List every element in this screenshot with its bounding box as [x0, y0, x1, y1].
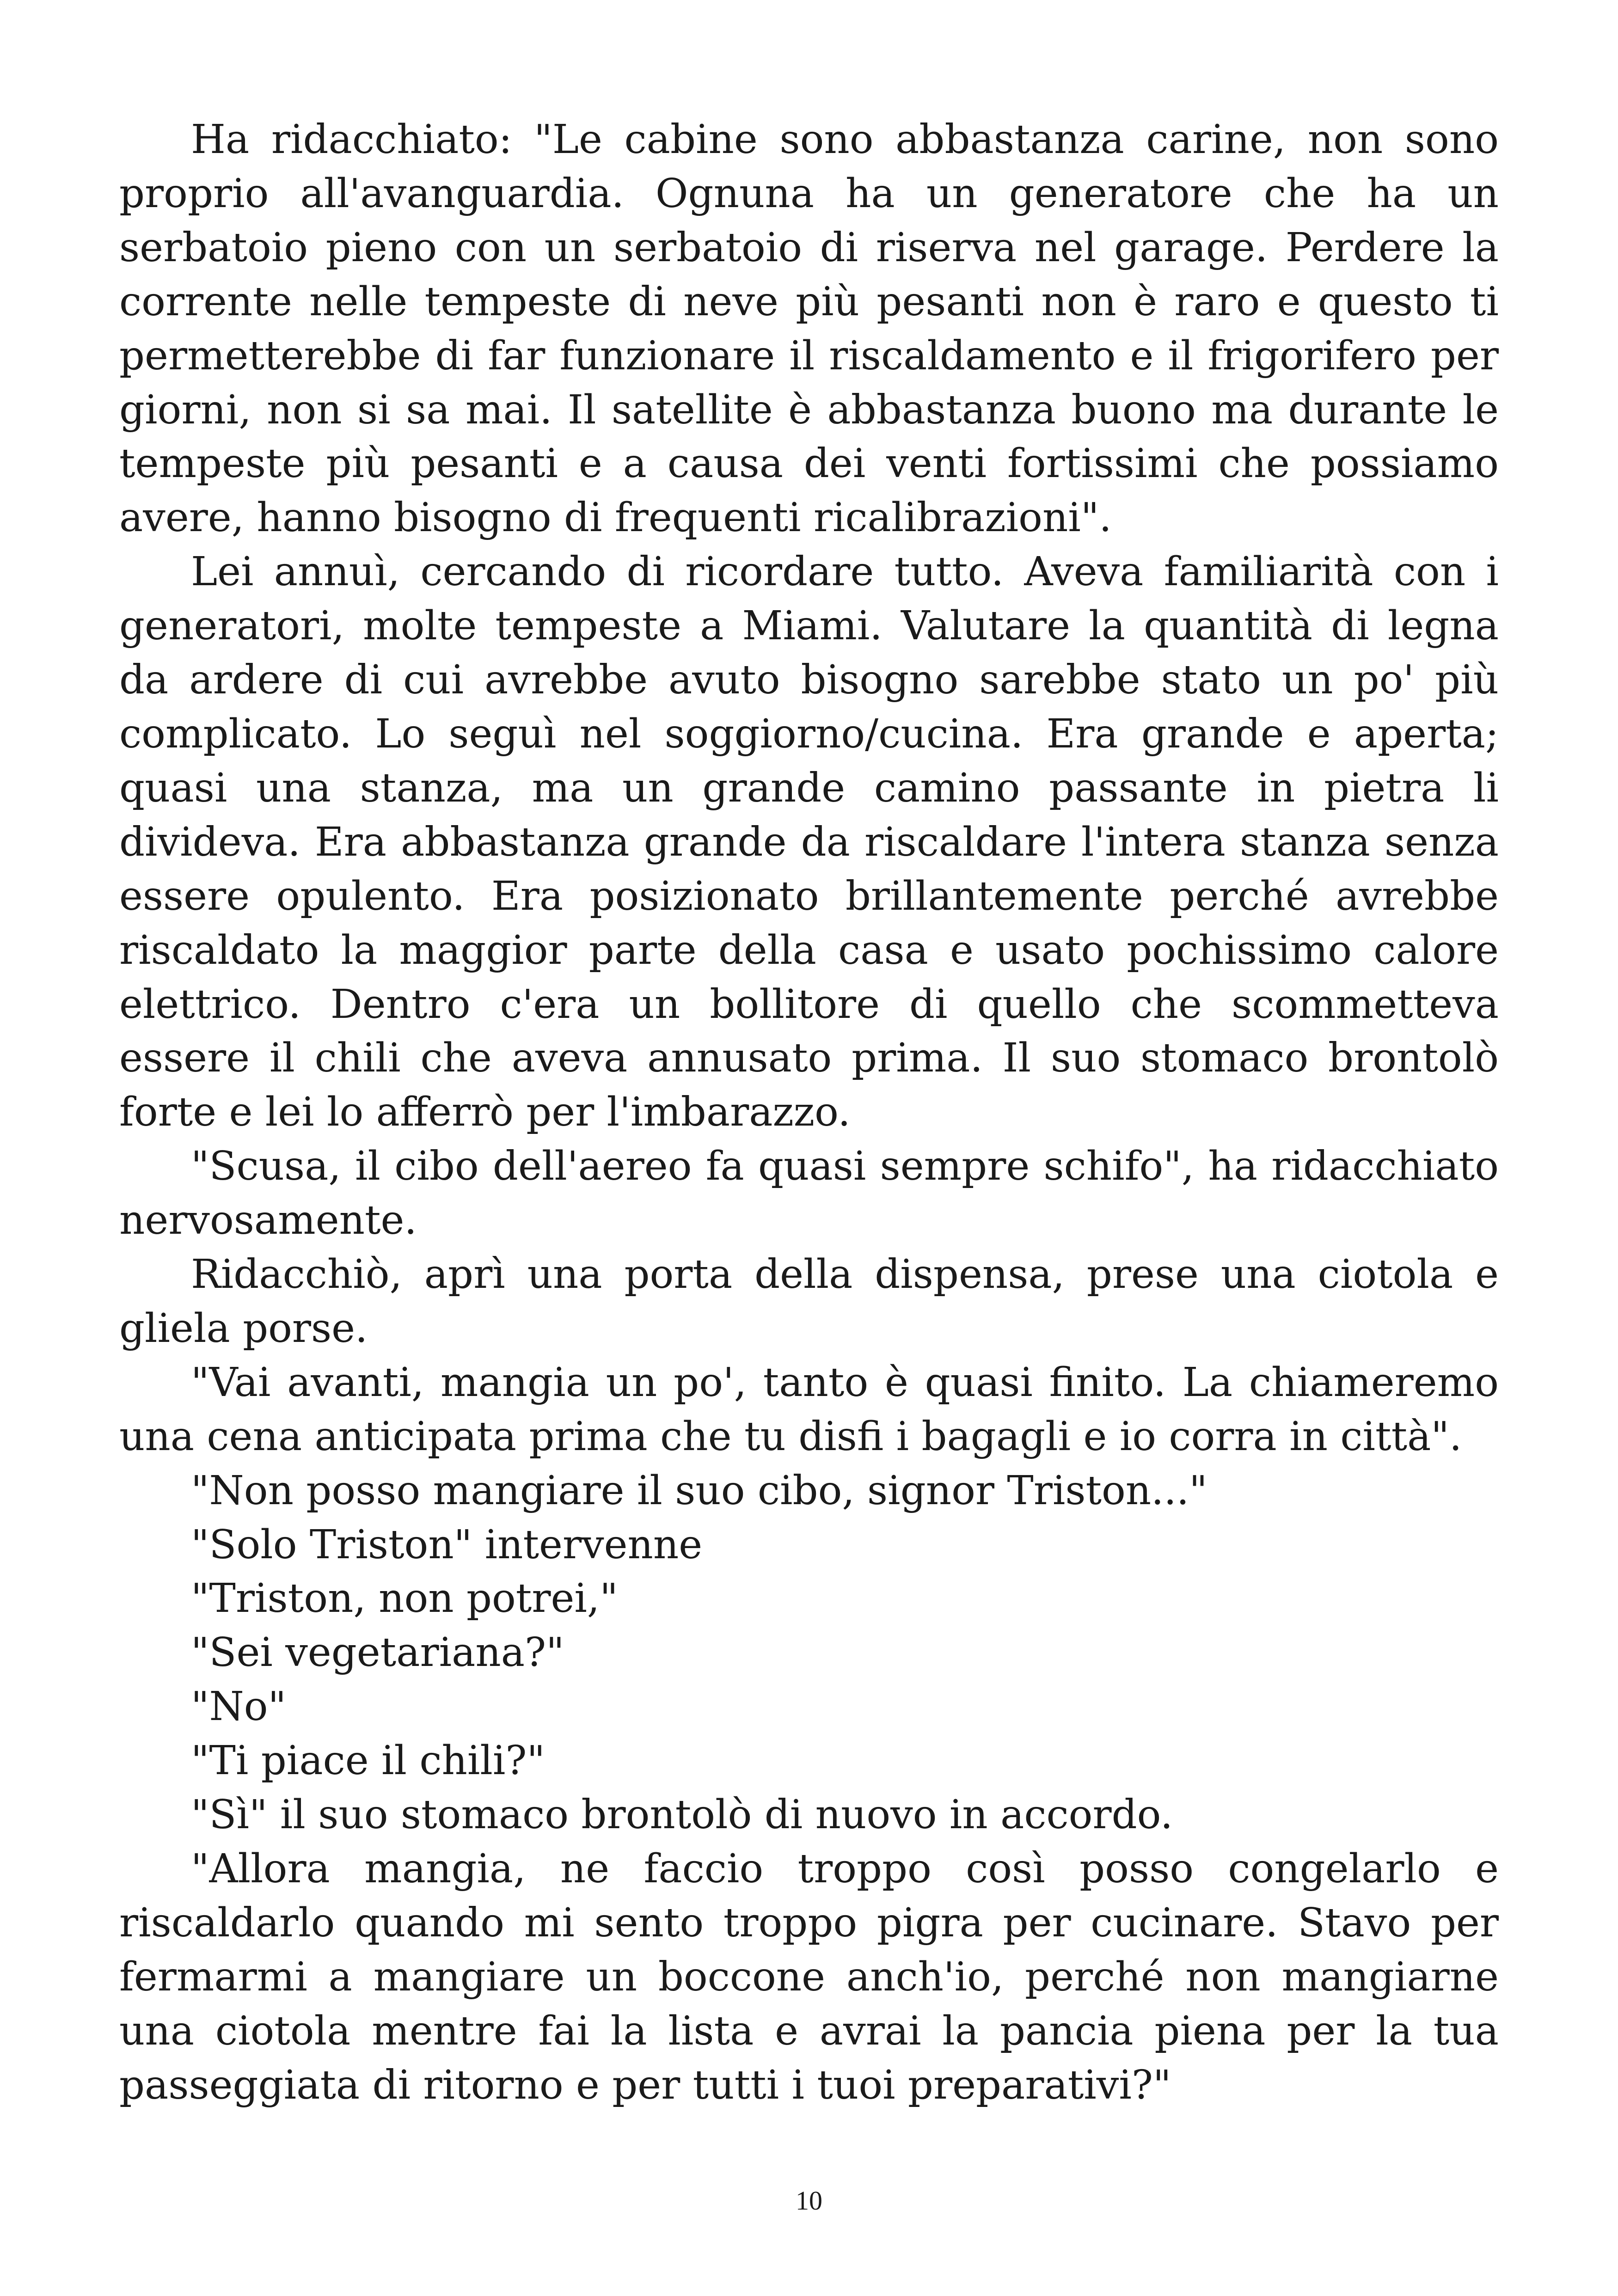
paragraph: "Allora mangia, ne faccio troppo così posso congelarlo e riscaldarlo quando mi sento troppo pigra per cucinare. Stavo per fermarmi a mangiare un boccone anch'io, perché non mangiarne una ciotola mentre fai la lista e avrai la pancia piena per la tua passeggiata di ritorno e per tutti i tuoi preparativi?" — [119, 1846, 1499, 2108]
paragraph: "Sei vegetariana?" — [191, 1629, 564, 1676]
paragraph: "Ti piace il chili?" — [191, 1738, 545, 1784]
paragraph: "Sì" il suo stomaco brontolò di nuovo in accordo. — [191, 1792, 1173, 1838]
paragraph: "Scusa, il cibo dell'aereo fa quasi sempre schifo", ha ridacchiato nervosamente. — [119, 1143, 1499, 1244]
page-number: 10 — [796, 2186, 822, 2216]
paragraph: "No" — [191, 1684, 287, 1730]
paragraph: "Triston, non potrei," — [191, 1575, 618, 1622]
paragraph: "Non posso mangiare il suo cibo, signor Triston..." — [191, 1467, 1207, 1514]
paragraph: "Solo Triston" intervenne — [191, 1521, 703, 1568]
paragraph: Ridacchiò, aprì una porta della dispensa, prese una ciotola e gliela porse. — [119, 1251, 1499, 1352]
paragraph: "Vai avanti, mangia un po', tanto è quasi finito. La chiameremo una cena anticipata prima che tu disfi i bagagli e io corra in città". — [119, 1359, 1499, 1460]
body-text — [119, 113, 1499, 2112]
paragraph: Lei annuì, cercando di ricordare tutto. Aveva familiarità con i generatori, molte tempeste a Miami. Valutare la quantità di legna da ardere di cui avrebbe avuto bisogno sarebbe stato un po' più complicato. Lo seguì nel soggiorno/cucina. Era grande e aperta; quasi una stanza, ma un grande camino passante in pietra li divideva. Era abbastanza grande da riscaldare l'intera stanza senza essere opulento. Era posizionato brillantemente perché avrebbe riscaldato la maggior parte della casa e usato pochissimo calore elettrico. Dentro c'era un bollitore di quello che scommetteva essere il chili che aveva annusato prima. Il suo stomaco brontolò forte e lei lo afferrò per l'imbarazzo. — [119, 549, 1499, 1136]
paragraph: Ha ridacchiato: "Le cabine sono abbastanza carine, non sono proprio all'avanguardia. Ognuna ha un generatore che ha un serbatoio pieno con un serbatoio di riserva nel garage. Perdere la corrente nelle tempeste di neve più pesanti non è raro e questo ti permetterebbe di far funzionare il riscaldamento e il frigorifero per giorni, non si sa mai. Il satellite è abbastanza buono ma durante le tempeste più pesanti e a causa dei venti fortissimi che possiamo avere, hanno bisogno di frequenti ricalibrazioni". — [119, 116, 1499, 541]
